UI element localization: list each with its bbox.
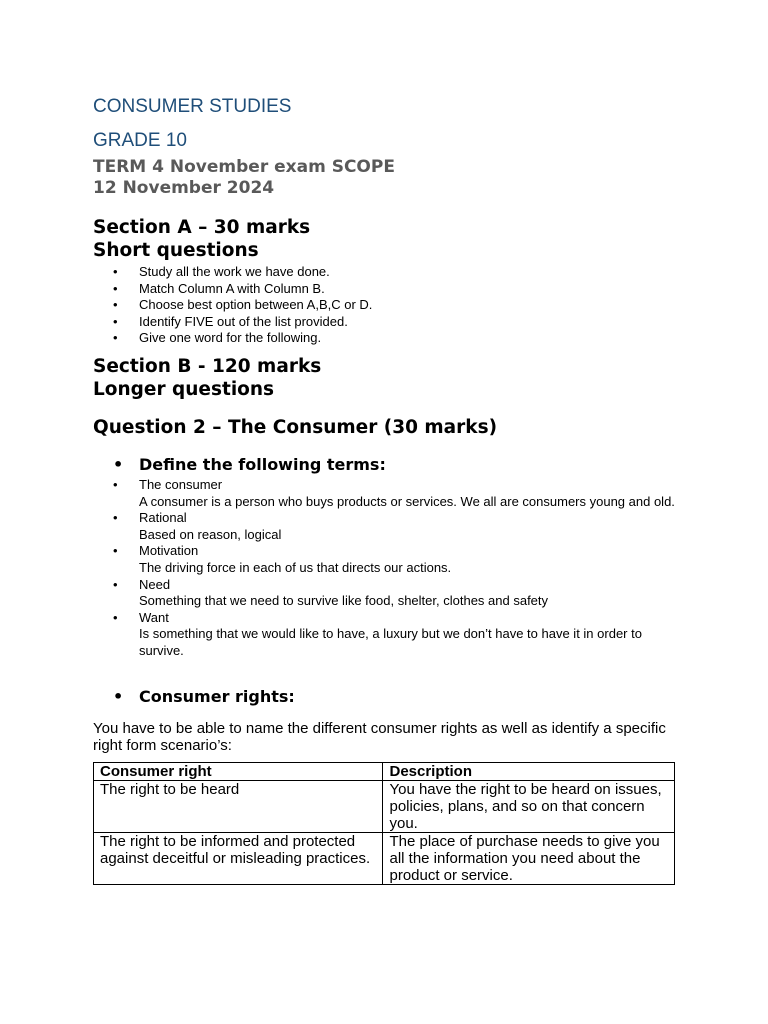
list-item <box>93 314 675 331</box>
list-item <box>93 264 675 281</box>
term-item <box>93 510 675 543</box>
term-name: Rational <box>139 510 187 526</box>
bullet-icon: • <box>113 330 118 346</box>
table-row <box>94 832 675 884</box>
list-item-text: Study all the work we have done. <box>139 264 330 279</box>
bullet-icon: • <box>113 686 124 706</box>
term-name: The consumer <box>139 476 223 492</box>
bullet-icon: • <box>113 264 118 279</box>
section-a-list <box>93 264 675 347</box>
question-2-title: Question 2 – The Consumer (30 marks) <box>93 416 498 438</box>
term-name: Want <box>139 609 169 625</box>
section-a-title: Section A – 30 marks <box>93 217 311 238</box>
table-cell: The right to be heard <box>94 780 383 832</box>
term-definition: The driving force in each of us that directs our actions. <box>139 559 452 575</box>
term-name: Need <box>139 576 171 592</box>
table-cell: The place of purchase needs to give you all the information you need about the product or service. <box>383 832 675 884</box>
grade-title: GRADE 10 <box>93 130 187 151</box>
bullet-icon: • <box>113 543 118 559</box>
bullet-icon: • <box>113 609 118 625</box>
list-item <box>93 297 675 314</box>
bullet-icon: • <box>113 280 118 296</box>
bullet-icon: • <box>113 297 118 313</box>
term-definition: Something that we need to survive like food, shelter, clothes and safety <box>139 593 549 609</box>
term-definition: Is something that we would like to have, a luxury but we don’t have to have it in order to survive. <box>139 626 642 658</box>
term-definition: Based on reason, logical <box>139 526 282 542</box>
list-item-text: Identify FIVE out of the list provided. <box>139 313 348 329</box>
list-item <box>93 281 675 298</box>
column-header-description: Description <box>383 762 675 780</box>
consumer-rights-table <box>93 762 675 885</box>
exam-date: 12 November 2024 <box>93 178 275 198</box>
term-item <box>93 477 675 510</box>
bullet-icon: • <box>113 576 118 592</box>
consumer-rights-label: Consumer rights: <box>139 686 295 706</box>
table-header-row <box>94 762 675 780</box>
section-a-subtitle: Short questions <box>93 240 259 261</box>
term-item <box>93 610 675 660</box>
table-cell: The right to be informed and protected against deceitful or misleading practices. <box>94 832 383 884</box>
terms-list <box>93 477 675 660</box>
table-cell: You have the right to be heard on issues, policies, plans, and so on that concern you. <box>383 780 675 832</box>
bullet-icon: • <box>113 476 118 492</box>
term-item <box>93 543 675 576</box>
column-header-right: Consumer right <box>94 762 383 780</box>
term-definition: A consumer is a person who buys products or services. We all are consumers young and old. <box>139 493 675 509</box>
bullet-icon: • <box>113 454 124 474</box>
list-item <box>93 330 675 347</box>
list-item-text: Choose best option between A,B,C or D. <box>139 297 373 313</box>
define-terms-heading <box>93 455 675 475</box>
document-page <box>93 96 675 885</box>
term-item <box>93 577 675 610</box>
table-row <box>94 780 675 832</box>
define-terms-label: Define the following terms: <box>139 454 386 474</box>
term-scope: TERM 4 November exam SCOPE <box>93 157 395 177</box>
section-b-title: Section B - 120 marks <box>93 355 322 377</box>
subject-title: CONSUMER STUDIES <box>93 96 292 117</box>
bullet-icon: • <box>113 510 118 526</box>
list-item-text: Give one word for the following. <box>139 330 322 346</box>
consumer-rights-heading <box>93 687 675 707</box>
section-b-subtitle: Longer questions <box>93 378 275 400</box>
bullet-icon: • <box>113 313 118 329</box>
rights-intro: You have to be able to name the different consumer rights as well as identify a specific right form scenario’s: <box>93 719 666 754</box>
list-item-text: Match Column A with Column B. <box>139 280 325 296</box>
term-name: Motivation <box>139 543 199 559</box>
